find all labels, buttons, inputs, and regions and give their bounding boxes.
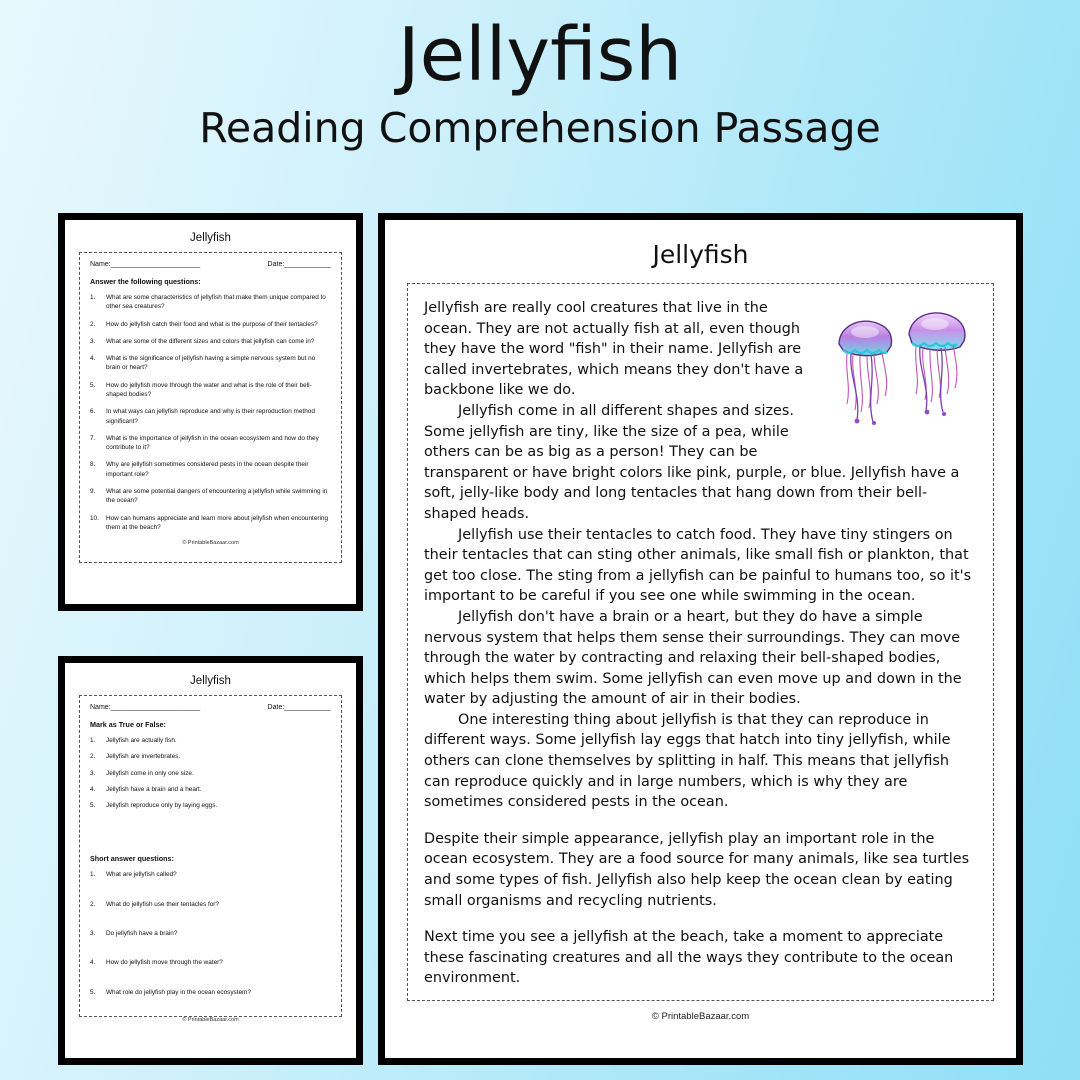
passage-paragraph-1: Jellyfish are really cool creatures that live in the ocean. They are not actually fish at all, even though they have the word "fish" in their name. Jellyfish are called invertebrates, which means they don't have a backbone like we do.: [424, 300, 804, 399]
truefalse-text: Jellyfish are invertebrates.: [106, 753, 181, 761]
questions-section-heading: Answer the following questions:: [90, 277, 201, 286]
list-item: [90, 381, 331, 400]
worksheet-questions-title: Jellyfish: [190, 232, 231, 244]
worksheet-credit: © PrintableBazaar.com: [182, 540, 239, 547]
list-item: [90, 293, 331, 312]
passage-paragraph-7: Next time you see a jellyfish at the beach, take a moment to appreciate these fascinating creatures and all the ways they contribute to the ocean environment.: [424, 929, 954, 987]
item-number: 1.: [90, 737, 96, 744]
page-subtitle: Reading Comprehension Passage: [199, 104, 881, 152]
truefalse-text: Jellyfish are actually fish.: [106, 737, 177, 744]
list-item: [90, 785, 331, 794]
item-number: 4.: [90, 959, 96, 967]
worksheet-truefalse-title: Jellyfish: [190, 675, 231, 687]
question-number: 2.: [90, 320, 96, 328]
item-number: 2.: [90, 753, 96, 761]
item-number: 4.: [90, 785, 96, 793]
item-number: 2.: [90, 900, 96, 908]
list-item: [90, 752, 331, 761]
item-number: 3.: [90, 769, 96, 777]
list-item: [90, 354, 331, 373]
passage-paragraph-2: Jellyfish come in all different shapes and sizes. Some jellyfish are tiny, like the size of a pea, while others can be as big as a person! They can be transparent or have bright colors like pink, purple, or blue. Jellyfish have a soft, jelly-like body and long tentacles that hang down from their bell-shaped heads.: [424, 402, 960, 522]
list-item: [90, 988, 331, 997]
question-text: What are some characteristics of jellyfish that make them unique compared to other sea creatures?: [106, 294, 326, 311]
question-text: How can humans appreciate and learn more about jellyfish when encountering them at the beach?: [106, 514, 329, 531]
shortanswer-text: How do jellyfish move through the water?: [106, 959, 223, 967]
shortanswer-text: What do jellyfish use their tentacles for?: [106, 900, 219, 908]
passage-title: Jellyfish: [652, 240, 749, 269]
list-item: [90, 929, 331, 938]
date-field-label[interactable]: Date:____________: [267, 704, 331, 711]
passage-paragraph-3: Jellyfish use their tentacles to catch food. They have tiny stingers on their tentacles that can sting other animals, like small fish or plankton, that get too close. The sting from a jellyfish can be painful to humans too, so it's important to be careful if you see one while swimming in the ocean.: [424, 526, 972, 605]
list-item: [90, 514, 331, 533]
shortanswer-section-heading: Short answer questions:: [90, 854, 174, 864]
name-field-label[interactable]: Name:_______________________: [90, 261, 201, 268]
item-number: 5.: [90, 988, 96, 996]
list-item: [90, 900, 331, 909]
list-item: [90, 801, 331, 810]
list-item: [90, 320, 331, 329]
truefalse-text: Jellyfish reproduce only by laying eggs.: [106, 802, 218, 810]
truefalse-text: Jellyfish come in only one size.: [106, 769, 194, 777]
list-item: [90, 958, 331, 967]
item-number: 1.: [90, 871, 96, 879]
passage-credit: © PrintableBazaar.com: [651, 1011, 750, 1022]
passage-paragraph-5: One interesting thing about jellyfish is that they can reproduce in different ways. Some jellyfish lay eggs that hatch into tiny jellyfish, while others can clone themselves by splitting in half. This means that jellyfish can reproduce quickly and in large numbers, which is why they are sometimes considered pests in the ocean.: [424, 711, 951, 811]
worksheet-page-truefalse[interactable]: [58, 656, 363, 1065]
passage-page[interactable]: [378, 213, 1023, 1065]
question-text: Why are jellyfish sometimes considered pests in the ocean despite their important role?: [106, 461, 309, 478]
question-number: 10.: [90, 514, 99, 522]
question-text: What is the importance of jellyfish in the ocean ecosystem and how do they contribute to it?: [106, 434, 319, 452]
list-item: [90, 407, 331, 426]
name-date-row: [90, 261, 331, 268]
question-text: How do jellyfish move through the water and what is the role of their bell-shaped bodies?: [106, 381, 312, 398]
truefalse-text: Jellyfish have a brain and a heart.: [106, 785, 202, 793]
passage-content: [407, 283, 994, 1001]
question-number: 4.: [90, 355, 96, 363]
list-item: [90, 487, 331, 506]
shortanswer-text: What are jellyfish called?: [106, 871, 177, 879]
worksheet-truefalse-content: [79, 695, 342, 1023]
item-number: 5.: [90, 802, 96, 810]
list-item: [90, 870, 331, 879]
question-number: 6.: [90, 408, 96, 416]
question-number: 7.: [90, 434, 96, 442]
worksheet-questions-content: [79, 252, 342, 563]
question-number: 8.: [90, 461, 96, 469]
name-date-row: [90, 704, 331, 711]
jellyfish-illustration: [827, 300, 977, 450]
question-text: What is the significance of jellyfish having a simple nervous system but no brain or heart?: [106, 355, 316, 372]
worksheet-credit: © PrintableBazaar.com: [182, 1016, 239, 1023]
question-number: 1.: [90, 294, 96, 301]
date-field-label[interactable]: Date:____________: [267, 261, 331, 268]
list-item: [90, 460, 331, 479]
passage-paragraph-6: Despite their simple appearance, jellyfish play an important role in the ocean ecosystem. They are a food source for many animals, like sea turtles and some types of fish. Jellyfish also help keep the ocean clean by eating small organisms and recycling nutrients.: [424, 830, 970, 909]
question-number: 3.: [90, 337, 96, 345]
worksheet-page-questions[interactable]: [58, 213, 363, 611]
questions-list: [90, 293, 331, 532]
page-title: Jellyfish: [397, 12, 683, 98]
question-number: 5.: [90, 381, 96, 389]
question-text: In what ways can jellyfish reproduce and why is their reproduction method significant?: [106, 408, 315, 425]
question-text: What are some of the different sizes and colors that jellyfish can come in?: [106, 337, 315, 345]
list-item: [90, 769, 331, 778]
list-item: [90, 434, 331, 453]
question-text: How do jellyfish catch their food and what is the purpose of their tentacles?: [106, 320, 318, 328]
passage-paragraph-4: Jellyfish don't have a brain or a heart, but they do have a simple nervous system that helps them sense their surroundings. They can move through the water by contracting and relaxing their bell-shaped bodies, which helps them swim. Some jellyfish can even move up and down in the water by adjusting the amount of air in their bodies.: [424, 608, 962, 708]
list-item: [90, 736, 331, 745]
truefalse-section-heading: Mark as True or False:: [90, 720, 166, 729]
shortanswer-list: [90, 870, 331, 996]
question-text: What are some potential dangers of encountering a jellyfish while swimming in the ocean?: [106, 487, 328, 505]
page-header: [0, 0, 1080, 151]
shortanswer-text: Do jellyfish have a brain?: [106, 929, 178, 937]
list-item: [90, 337, 331, 346]
name-field-label[interactable]: Name:_______________________: [90, 704, 201, 711]
truefalse-list: [90, 736, 331, 810]
shortanswer-text: What role do jellyfish play in the ocean ecosystem?: [106, 988, 251, 996]
question-number: 9.: [90, 487, 96, 495]
item-number: 3.: [90, 929, 96, 937]
